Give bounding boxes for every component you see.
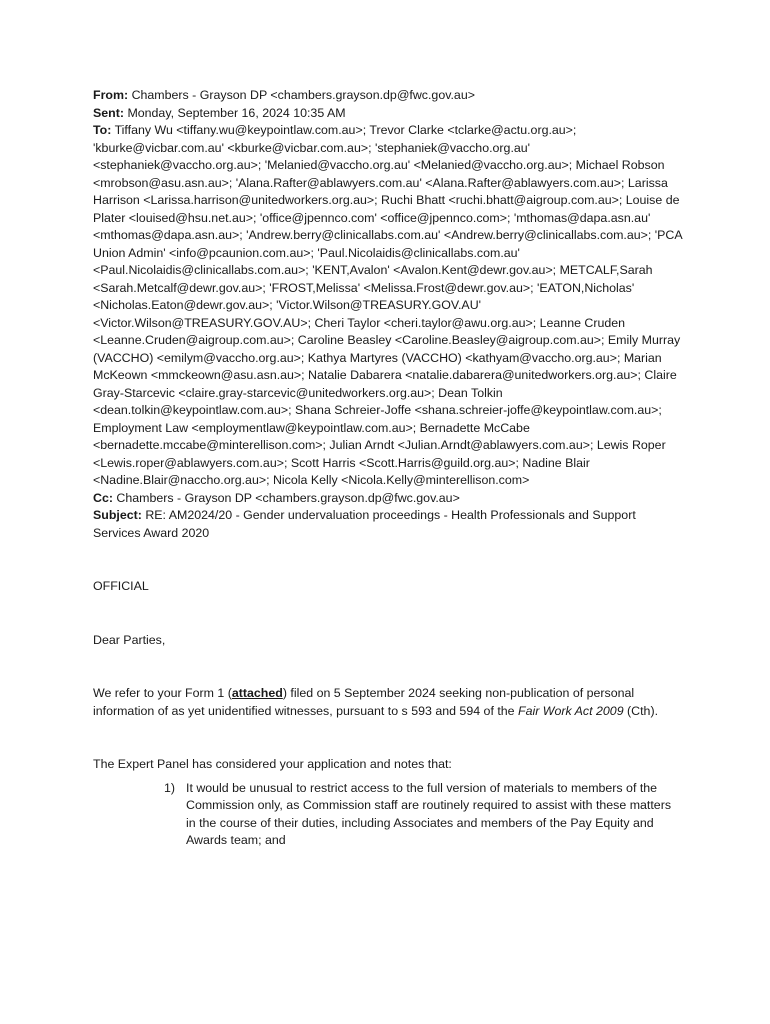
to-label: To:: [93, 123, 112, 137]
sent-label: Sent:: [93, 105, 124, 120]
from-line: [93, 87, 683, 105]
sent-value: Monday, September 16, 2024 10:35 AM: [127, 105, 346, 120]
cc-label: Cc:: [93, 490, 113, 505]
cc-line: [93, 490, 683, 508]
from-label: From:: [93, 88, 129, 102]
list-item: [164, 780, 683, 850]
act-title: Fair Work Act 2009: [518, 703, 624, 718]
notes-list: [93, 780, 683, 850]
attached-link[interactable]: attached: [231, 686, 283, 700]
subject-label: Subject:: [93, 508, 142, 522]
to-value: Tiffany Wu <tiffany.wu@keypointlaw.com.au>; Trevor Clarke <tclarke@actu.org.au>; 'kburke@vicbar.com.au' <kburke@vicbar.com.au>; 'stephaniek@vaccho.org.au' <stephaniek@vaccho.org.au>; 'Melanied@vaccho.org.au' <Melanied@vaccho.org.au>; Michael Robson <mrobson@asu.asn.au>; 'Alana.Rafter@ablawyers.com.au' <Alana.Rafter@ablawyers.com.au>; Larissa Harrison <Larissa.harrison@unitedworkers.org.au>; Ruchi Bhatt <ruchi.bhatt@aigroup.com.au>; Louise de Plater <louised@hsu.net.au>; 'office@jpennco.com' <office@jpennco.com>; 'mthomas@dapa.asn.au' <mthomas@dapa.asn.au>; 'Andrew.berry@clinicallabs.com.au' <Andrew.berry@clinicallabs.com.au>; 'PCA Union Admin' <info@pcaunion.com.au>; 'Paul.Nicolaidis@clinicallabs.com.au' <Paul.Nicolaidis@clinicallabs.com.au>; 'KENT,Avalon' <Avalon.Kent@dewr.gov.au>; METCALF,Sarah <Sarah.Metcalf@dewr.gov.au>; 'FROST,Melissa' <Melissa.Frost@dewr.gov.au>; 'EATON,Nicholas' <Nicholas.Eaton@dewr.gov.au>; 'Victor.Wilson@TREASURY.GOV.AU' <Victor.Wilson@TREASURY.GOV.AU>; Cheri Taylor <cheri.taylor@awu.org.au>; Leanne Cruden <Leanne.Cruden@aigroup.com.au>; Caroline Beasley <Caroline.Beasley@aigroup.com.au>; Emily Murray (VACCHO) <emilym@vaccho.org.au>; Kathya Martyres (VACCHO) <kathyam@vaccho.org.au>; Marian McKeown <mmckeown@asu.asn.au>; Natalie Dabarera <natalie.dabarera@unitedworkers.org.au>; Claire Gray-Starcevic <claire.gray-starcevic@unitedworkers.org.au>; Dean Tolkin <dean.tolkin@keypointlaw.com.au>; Shana Schreier-Joffe <shana.schreier-joffe@keypointlaw.com.au>; Employment Law <employmentlaw@keypointlaw.com.au>; Bernadette McCabe <bernadette.mccabe@minterellison.com>; Julian Arndt <Julian.Arndt@ablawyers.com.au>; Lewis Roper <Lewis.roper@ablawyers.com.au>; Scott Harris <Scott.Harris@guild.org.au>; Nadine Blair <Nadine.Blair@naccho.org.au>; Nicola Kelly <Nicola.Kelly@minterellison.com>: [93, 123, 682, 487]
email-header: [93, 87, 683, 542]
subject-line: [93, 507, 683, 542]
sent-line: [93, 105, 683, 123]
paragraph-form-reference: We refer to your Form 1 (attached) filed on 5 September 2024 seeking non-publication of personal information of as yet unidentified witnesses, pursuant to s 593 and 594 of the Fair Work Act 2009 (Cth).: [93, 686, 659, 718]
email-document: [93, 87, 683, 850]
subject-value: RE: AM2024/20 - Gender undervaluation proceedings - Health Professionals and Support Services Award 2020: [93, 508, 636, 540]
to-line: [93, 122, 683, 490]
list-item-number: 1): [164, 780, 176, 795]
paragraph-panel-notes: The Expert Panel has considered your application and notes that:: [93, 757, 452, 771]
cc-value: Chambers - Grayson DP <chambers.grayson.dp@fwc.gov.au>: [116, 490, 460, 505]
greeting: Dear Parties,: [93, 632, 166, 647]
list-item-text: It would be unusual to restrict access to the full version of materials to members of the Commission only, as Commission staff are routinely required to assist with these matters in the course of their duties, including Associates and members of the Pay Equity and Awards team; and: [186, 780, 672, 847]
classification-label: OFFICIAL: [93, 579, 149, 593]
from-value: Chambers - Grayson DP <chambers.grayson.dp@fwc.gov.au>: [131, 88, 475, 102]
